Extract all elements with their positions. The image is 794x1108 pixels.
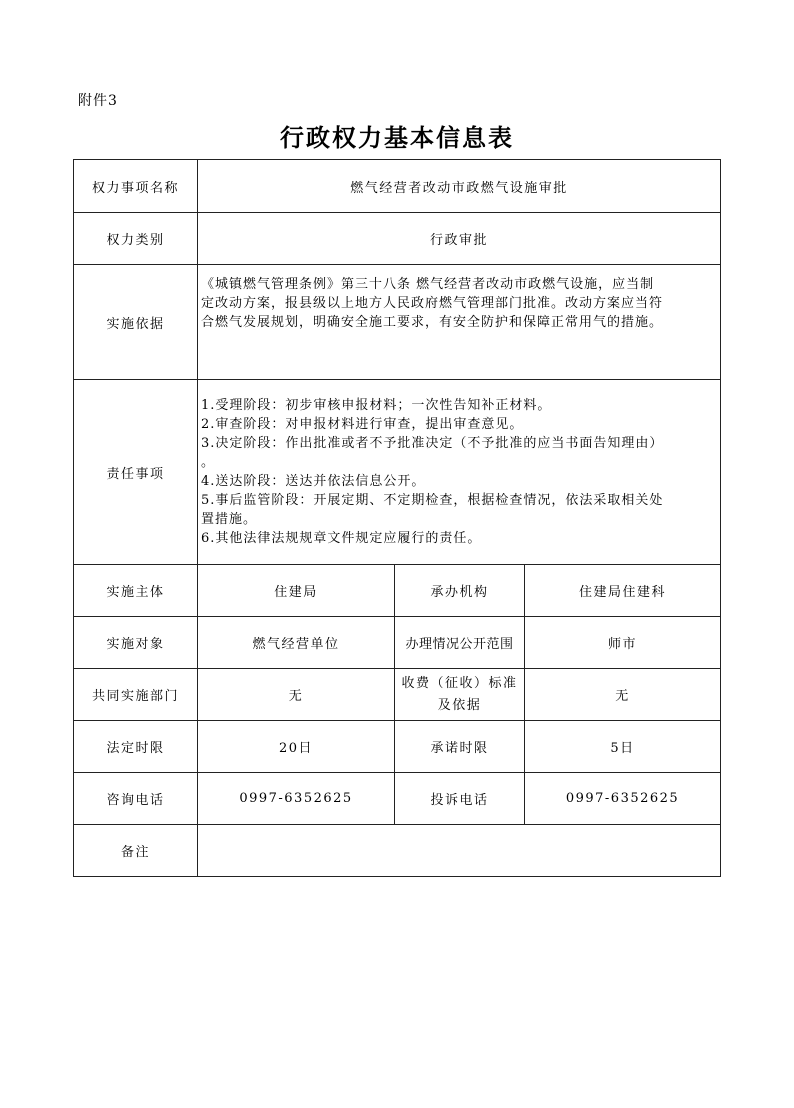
promised-time-limit-value: 5日: [525, 721, 721, 773]
table-row-phone: [74, 773, 721, 825]
responsibility-line: 6.其他法律法规规章文件规定应履行的责任。: [201, 531, 482, 546]
fee-standard-label: [395, 669, 525, 721]
table-row-power-category: [74, 213, 721, 265]
complaint-phone-label: 投诉电话: [395, 773, 525, 825]
fee-standard-label-line: 收费（征收）标准: [401, 675, 518, 691]
handling-agency-label: 承办机构: [395, 565, 525, 617]
legal-time-limit-label: 法定时限: [74, 721, 198, 773]
subject-value: 住建局: [198, 565, 395, 617]
responsibility-line: 4.送达阶段：送达并依法信息公开。: [201, 474, 426, 489]
info-table: [73, 159, 721, 877]
basis-label: 实施依据: [74, 265, 198, 380]
fee-standard-label-line: 及依据: [437, 697, 482, 713]
responsibility-line: 置措施。: [201, 512, 258, 527]
responsibility-line: 2.审查阶段：对申报材料进行审查，提出审查意见。: [201, 417, 524, 432]
fee-standard-value: 无: [525, 669, 721, 721]
legal-time-limit-value: 20日: [198, 721, 395, 773]
power-category-value: 行政审批: [198, 213, 721, 265]
table-row-basis: [74, 265, 721, 380]
page-title: 行政权力基本信息表: [280, 123, 514, 152]
handling-agency-value: 住建局住建科: [525, 565, 721, 617]
joint-dept-value: 无: [198, 669, 395, 721]
table-row-power-name: [74, 160, 721, 213]
object-label: 实施对象: [74, 617, 198, 669]
responsibility-value: [198, 380, 721, 565]
responsibility-line: 1.受理阶段：初步审核申报材料；一次性告知补正材料。: [201, 398, 552, 413]
responsibility-line: 5.事后监管阶段：开展定期、不定期检查，根据检查情况，依法采取相关处: [201, 493, 664, 508]
table-row-remarks: [74, 825, 721, 877]
disclosure-scope-label: 办理情况公开范围: [395, 617, 525, 669]
responsibility-line: 。: [201, 455, 216, 470]
table-row-responsibility: [74, 380, 721, 565]
consult-phone-label: 咨询电话: [74, 773, 198, 825]
subject-label: 实施主体: [74, 565, 198, 617]
responsibility-label: 责任事项: [74, 380, 198, 565]
basis-line: 合燃气发展规划，明确安全施工要求，有安全防护和保障正常用气的措施。: [201, 315, 664, 330]
table-row-subject: [74, 565, 721, 617]
consult-phone-value: 0997-6352625: [198, 773, 395, 825]
disclosure-scope-value: 师市: [525, 617, 721, 669]
power-name-value: 燃气经营者改动市政燃气设施审批: [198, 160, 721, 213]
remarks-value: [198, 825, 721, 877]
attachment-label: 附件3: [78, 93, 118, 109]
complaint-phone-value: 0997-6352625: [525, 773, 721, 825]
remarks-label: 备注: [74, 825, 198, 877]
basis-line: 定改动方案，报县级以上地方人民政府燃气管理部门批准。改动方案应当符: [201, 296, 664, 311]
basis-line: 《城镇燃气管理条例》第三十八条 燃气经营者改动市政燃气设施，应当制: [201, 277, 655, 292]
object-value: 燃气经营单位: [198, 617, 395, 669]
table-row-time-limit: [74, 721, 721, 773]
basis-value: [198, 265, 721, 380]
table-row-object: [74, 617, 721, 669]
joint-dept-label: 共同实施部门: [74, 669, 198, 721]
table-row-joint: [74, 669, 721, 721]
responsibility-line: 3.决定阶段：作出批准或者不予批准决定（不予批准的应当书面告知理由）: [201, 436, 664, 451]
power-category-label: 权力类别: [74, 213, 198, 265]
power-name-label: 权力事项名称: [74, 160, 198, 213]
promised-time-limit-label: 承诺时限: [395, 721, 525, 773]
